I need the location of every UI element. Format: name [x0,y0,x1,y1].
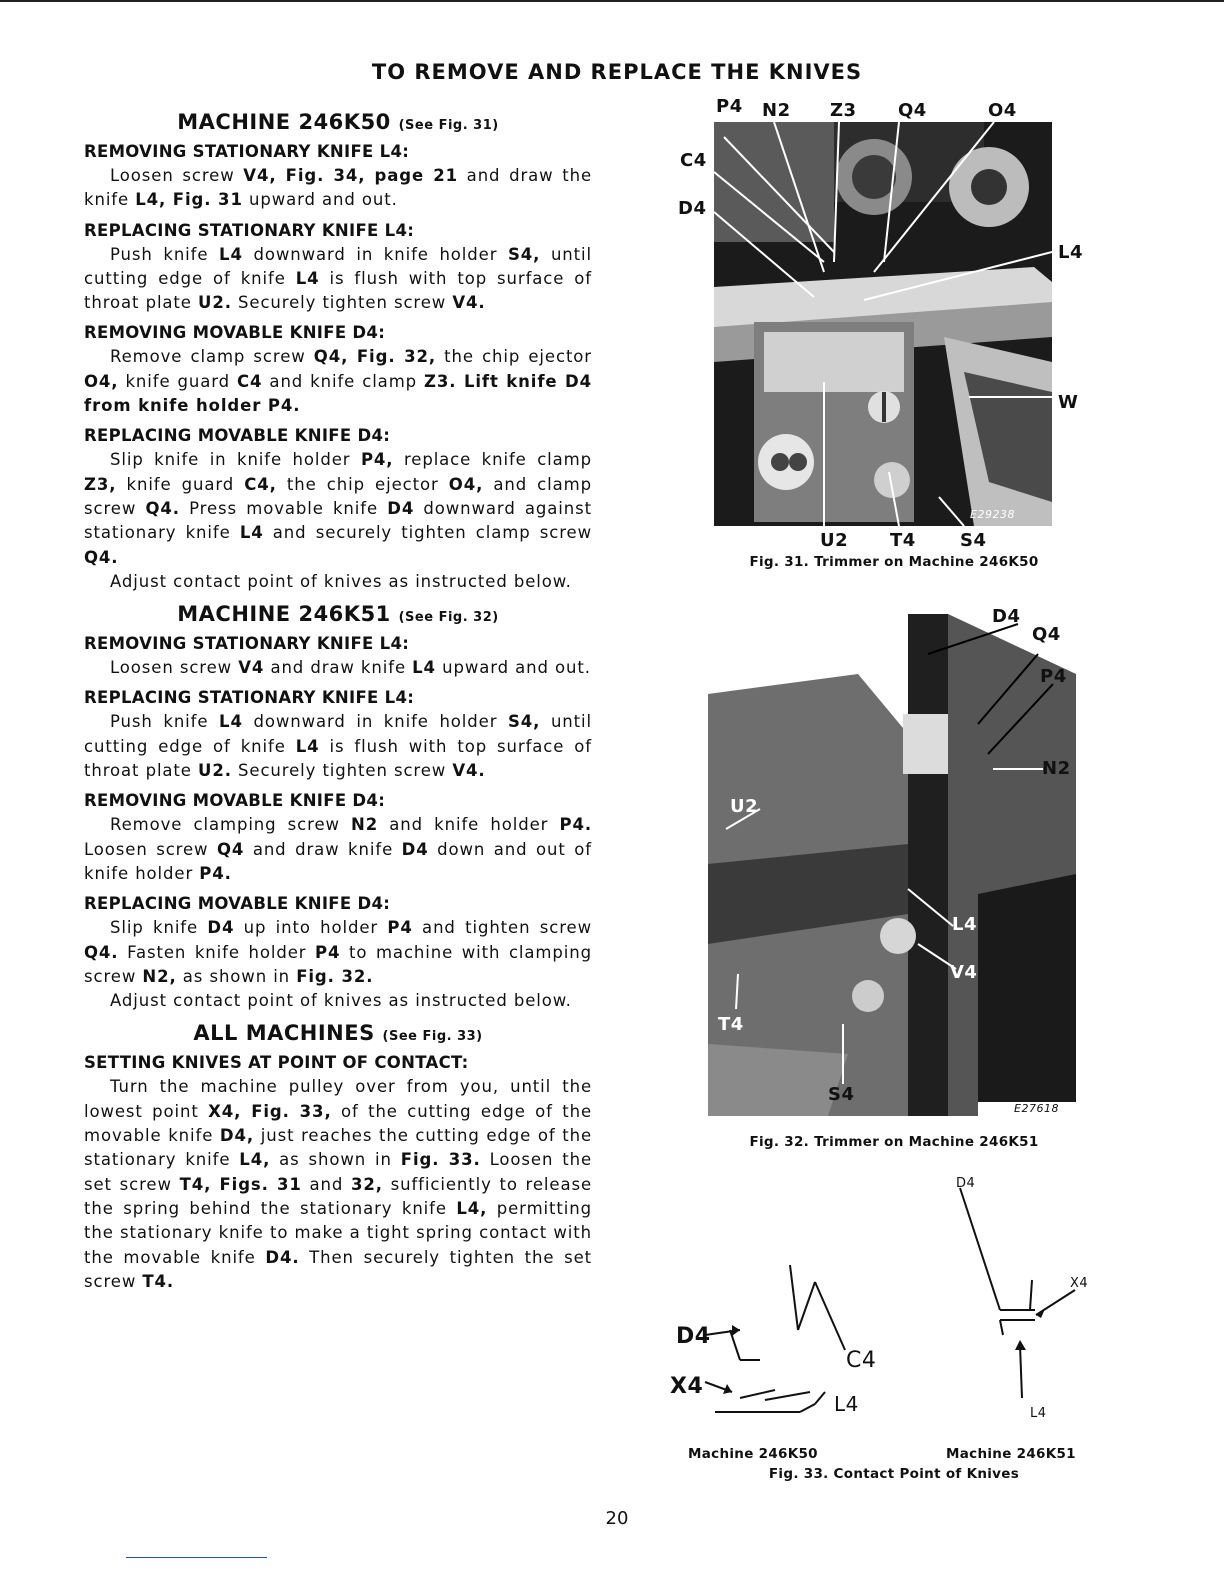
fig32-label-d4: D4 [992,606,1021,627]
fig31-label-c4: C4 [680,150,707,171]
subheading: REPLACING STATIONARY KNIFE L4: [84,220,415,240]
section-246k50 [84,110,592,594]
page-title: TO REMOVE AND REPLACE THE KNIVES [371,60,863,84]
fig33-caption: Fig. 33. Contact Point of Knives [768,1466,1020,1482]
subheading: REMOVING STATIONARY KNIFE L4: [84,142,410,161]
figure-reference: (See Fig. 31) [398,118,499,133]
fig31-label-d4: D4 [678,198,707,219]
subheading: REMOVING STATIONARY KNIFE L4: [84,634,410,654]
fig33-left-x4: X4 [670,1374,704,1399]
fig31-label-w: W [1058,392,1079,413]
subheading: REPLACING MOVABLE KNIFE D4: [84,894,391,914]
fig33-left-c4: C4 [846,1348,877,1373]
fig31-label-s4: S4 [960,530,987,551]
section-gap [84,594,592,602]
fig31-label-l4: L4 [1058,242,1083,263]
fig31-label-p4: P4 [716,96,743,117]
fig32-label-u2: U2 [730,796,759,817]
instruction-paragraph: Remove clamping screw N2 and knife holder P4. Loosen screw Q4 and draw knife D4 down and out of knife holder P4. [84,815,592,883]
subheading: REMOVING MOVABLE KNIFE D4: [84,791,386,811]
section-gap [84,1013,592,1021]
fig32-label-t4: T4 [718,1014,744,1035]
fig31-caption: Fig. 31. Trimmer on Machine 246K50 [749,554,1039,570]
fig31-label-o4: O4 [988,100,1017,121]
instruction-paragraph: Slip knife D4 up into holder P4 and tighten screw Q4. Fasten knife holder P4 to machine with clamping screw N2, as shown in Fig. 32. [84,918,592,986]
section-heading-text: MACHINE 246K50 [177,110,391,134]
fig32-label-p4: P4 [1040,666,1067,687]
fig31-label-u2: U2 [820,530,849,551]
subheading: REMOVING MOVABLE KNIFE D4: [84,323,386,343]
fig31-photo [714,122,1052,526]
section-heading [84,1021,592,1045]
figure-reference: (See Fig. 33) [382,1029,483,1045]
fig32-label-n2: N2 [1042,758,1071,779]
fig33-left-caption: Machine 246K50 [688,1446,818,1462]
instruction-paragraph: Loosen screw V4, Fig. 34, page 21 and draw the knife L4, Fig. 31 upward and out. [84,166,593,210]
subheading: REPLACING STATIONARY KNIFE L4: [84,688,415,708]
section-heading [84,602,592,626]
fig32-label-q4: Q4 [1032,624,1061,645]
fig31-label-z3: Z3 [830,100,857,121]
fig31-label-n2: N2 [762,100,791,121]
instructions-column [84,110,592,1294]
instruction-paragraph: Remove clamp screw Q4, Fig. 32, the chip ejector O4, knife guard C4 and knife clamp Z3. Lift knife D4 from knife holder P4. [84,347,592,416]
section-heading-text: ALL MACHINES [193,1021,375,1046]
fig32-label-v4: V4 [950,962,978,983]
fig32-label-s4: S4 [828,1084,855,1105]
fig33-right-d4: D4 [956,1176,976,1191]
fig33-left-l4: L4 [834,1392,859,1416]
fig32-code: E27618 [1014,1102,1059,1115]
fig31-label-q4: Q4 [898,100,927,121]
fig33-right-caption: Machine 246K51 [946,1446,1076,1462]
instruction-paragraph: Slip knife in knife holder P4, replace knife clamp Z3, knife guard C4, the chip ejector O4, and clamp screw Q4. Press movable knife D4 downward against stationary knife L4 and securely tighten clamp screw Q4. [84,450,593,567]
fig32-photo [708,614,1076,1116]
fig32-label-l4: L4 [952,914,977,935]
fig33-right-l4: L4 [1030,1406,1047,1421]
subheading: SETTING KNIVES AT POINT OF CONTACT: [84,1053,469,1073]
instruction-paragraph: Turn the machine pulley over from you, until the lowest point X4, Fig. 33, of the cutting edge of the movable knife D4, just reaches the cutting edge of the stationary knife L4, as shown in Fig. 33. Loosen the set screw T4, Figs. 31 and 32, sufficiently to release the spring behind the stationary knife L4, permitting the stationary knife to make a tight spring contact with the movable knife D4. Then securely tighten the set screw T4. [84,1077,592,1291]
fig31-label-t4: T4 [890,530,916,551]
fig31-code: E29238 [970,508,1015,521]
instruction-paragraph: Push knife L4 downward in knife holder S4, until cutting edge of knife L4 is flush with top surface of throat plate U2. Securely tighten screw V4. [84,244,592,313]
section-heading-text: MACHINE 246K51 [177,602,391,627]
page-number: 20 [605,1508,629,1529]
footer-rule [126,1557,267,1558]
section-all-machines [84,1013,592,1294]
fig32-caption: Fig. 32. Trimmer on Machine 246K51 [749,1134,1039,1150]
instruction-paragraph: Adjust contact point of knives as instructed below. [110,991,572,1011]
section-heading [84,110,592,134]
top-rule [0,0,1224,2]
instruction-paragraph: Adjust contact point of knives as instructed below. [110,571,572,591]
section-246k51 [84,594,592,1013]
instruction-paragraph: Push knife L4 downward in knife holder S4, until cutting edge of knife L4 is flush with top surface of throat plate U2. Securely tighten screw V4. [84,712,592,781]
fig33-right-x4: X4 [1070,1276,1089,1291]
fig33-left-d4: D4 [676,1324,711,1349]
instruction-paragraph: Loosen screw V4 and draw knife L4 upward and out. [110,658,591,678]
subheading: REPLACING MOVABLE KNIFE D4: [84,426,391,446]
figure-reference: (See Fig. 32) [398,610,499,626]
